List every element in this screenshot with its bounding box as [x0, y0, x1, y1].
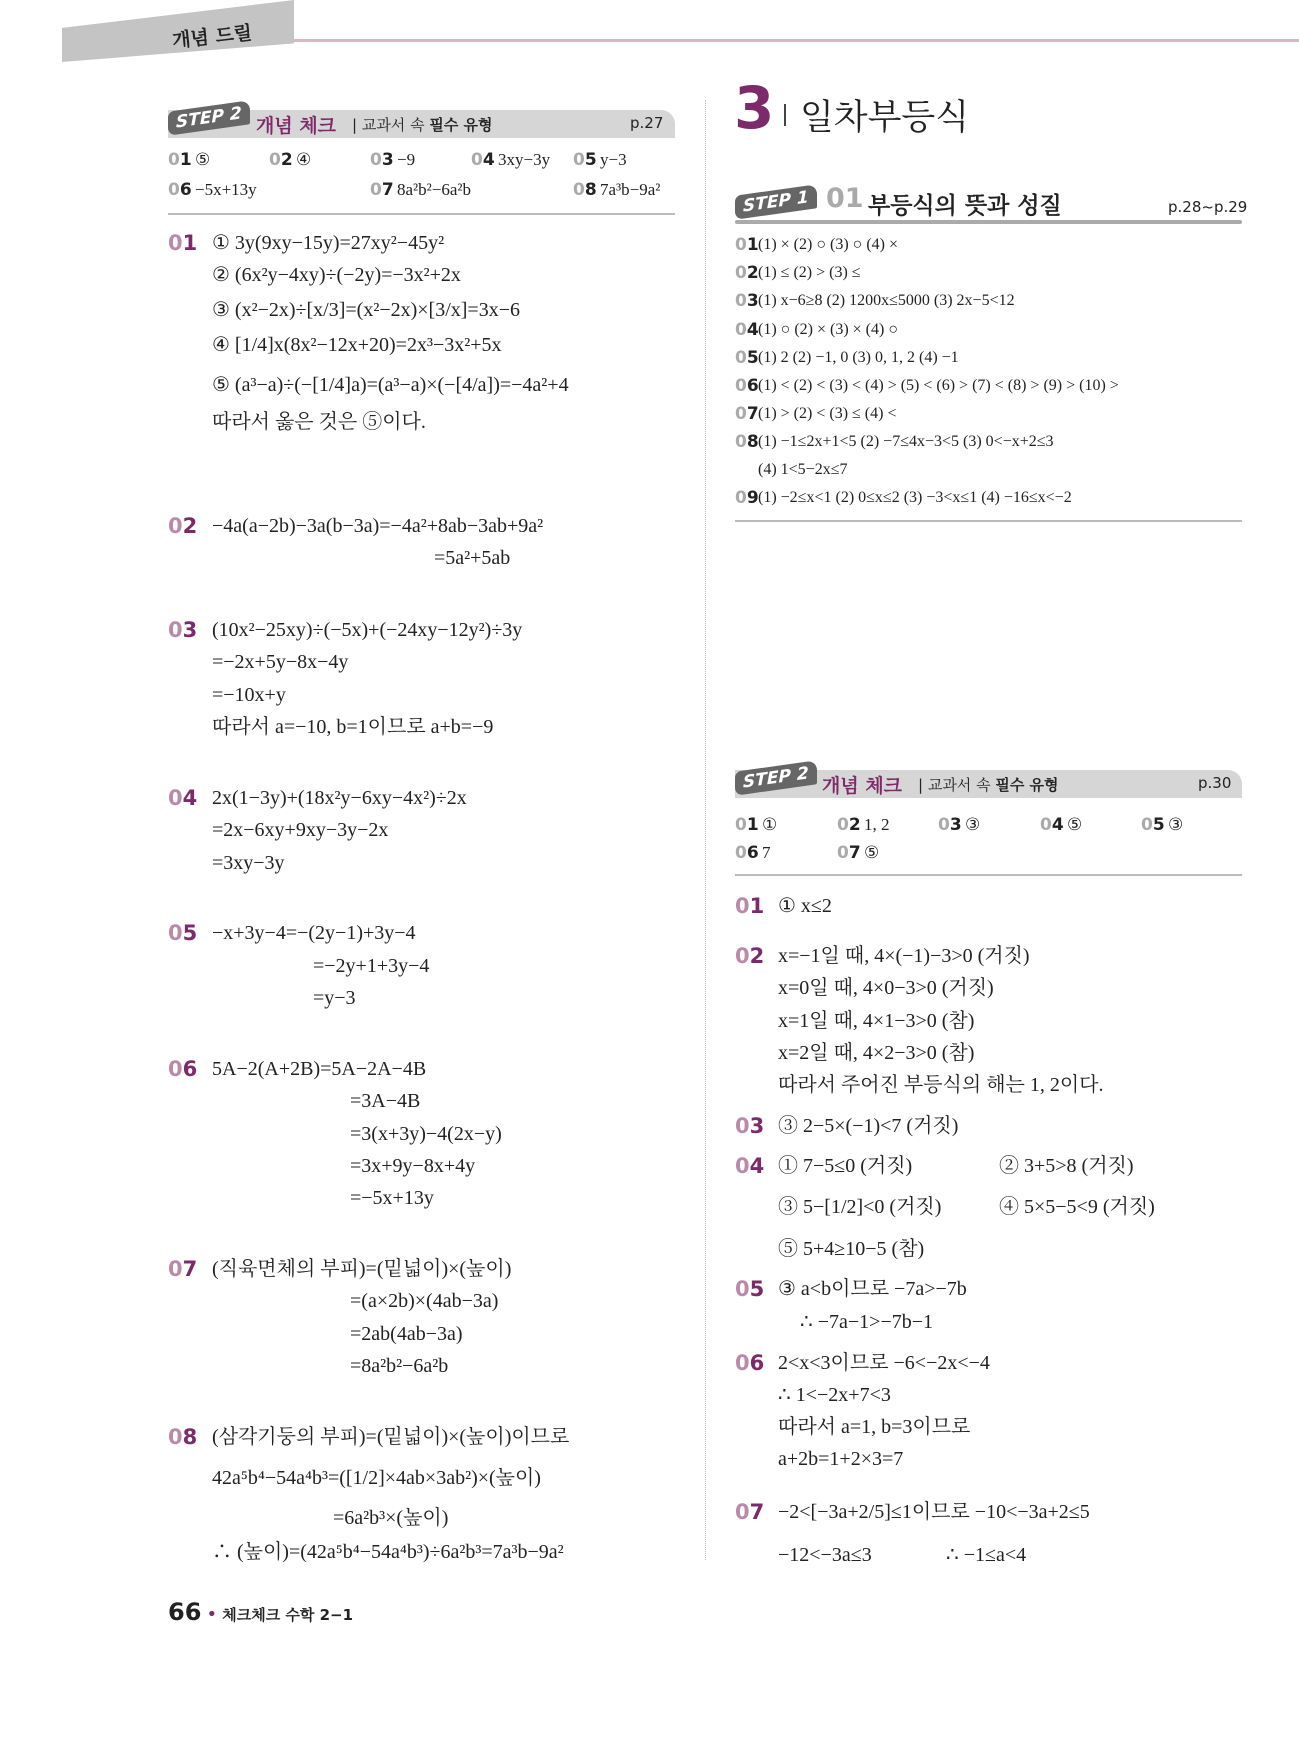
- num-digit-2: 6: [179, 180, 192, 200]
- solution-line: x=0일 때, 4×0−3>0 (거짓): [778, 977, 994, 999]
- step1-badge: STEP 1: [735, 184, 817, 219]
- solution-line: ⑤ 5+4≥10−5 (참): [778, 1238, 925, 1260]
- sub-bold: 필수 유형: [429, 116, 493, 134]
- column-divider: [705, 100, 706, 1560]
- footer-book-title: 체크체크 수학 2−1: [222, 1606, 354, 1624]
- solution-line: −2<[−3a+2/5]≤1이므로 −10<−3a+2≤5: [778, 1501, 1090, 1523]
- right-step-title: 개념 체크: [822, 775, 903, 797]
- num-digit-2: 1: [746, 815, 759, 835]
- left_answers-answer-number: [370, 150, 394, 170]
- right_answers-answer-value: ⑤: [1067, 815, 1083, 834]
- left-step-sub: | 교과서 속 필수 유형: [352, 116, 493, 134]
- solution-line: =8a²b²−6a²b: [350, 1355, 449, 1377]
- left-step-badge: STEP 2: [168, 100, 250, 135]
- num-digit-2: 3: [182, 618, 198, 642]
- left_answers-answer-value: ⑤: [195, 150, 211, 169]
- solution-line: ② 3+5>8 (거짓): [999, 1155, 1134, 1177]
- solution-line: =3A−4B: [350, 1090, 421, 1112]
- solution-line: ∴ 1<−2x+7<3: [778, 1384, 891, 1406]
- num-digit-2: 6: [746, 843, 759, 863]
- solution-line: 따라서 a=−10, b=1이므로 a+b=−9: [212, 716, 494, 738]
- num-digit-1: 0: [168, 514, 183, 538]
- num-digit-2: 2: [749, 944, 765, 968]
- num-digit-2: 2: [746, 263, 759, 283]
- solution-line: ∴ −1≤a<4: [946, 1544, 1027, 1566]
- solution-line: (삼각기둥의 부피)=(밑넓이)×(높이)이므로: [212, 1426, 570, 1448]
- num-digit-1: 0: [168, 1257, 183, 1281]
- solution-line: 따라서 a=1, b=3이므로: [778, 1416, 971, 1438]
- num-digit-2: 8: [182, 1425, 198, 1449]
- num-digit-2: 6: [749, 1351, 765, 1375]
- num-digit-2: 3: [381, 150, 394, 170]
- solution-line: =3x+9y−8x+4y: [350, 1155, 476, 1177]
- step1-answer-value: (1) × (2) ○ (3) ○ (4) ×: [758, 236, 898, 253]
- sub-plain: 교과서 속: [927, 776, 996, 794]
- solution-line: 2<x<3이므로 −6<−2x<−4: [778, 1352, 990, 1374]
- num-digit-1: 0: [735, 291, 747, 311]
- solution-line: =(a×2b)×(4ab−3a): [350, 1290, 499, 1312]
- num-digit-2: 3: [949, 815, 962, 835]
- solution-line: x=1일 때, 4×1−3>0 (참): [778, 1010, 975, 1032]
- right_problems-number: [735, 944, 764, 968]
- left-step-title: 개념 체크: [256, 115, 337, 137]
- right_problems-number: [735, 894, 764, 918]
- right_answers-answer-number: [735, 815, 759, 835]
- num-digit-1: 0: [735, 376, 747, 396]
- left_answers-answer-number: [573, 180, 597, 200]
- left_answers-answer-value: 8a²b²−6a²b: [397, 180, 471, 199]
- num-digit-1: 0: [1040, 815, 1052, 835]
- solution-line: =−2x+5y−8x−4y: [212, 651, 349, 673]
- solution-line: (10x²−25xy)÷(−5x)+(−24xy−12y²)÷3y: [212, 619, 523, 641]
- sub-bold: 필수 유형: [995, 776, 1059, 794]
- num-digit-1: 0: [168, 921, 183, 945]
- right_problems-number: [735, 1500, 764, 1524]
- step1-answer-value: (1) −1≤2x+1<5 (2) −7≤4x−3<5 (3) 0<−x+2≤3: [758, 433, 1054, 450]
- num-digit-1: 0: [735, 1351, 750, 1375]
- num-digit-2: 7: [182, 1257, 198, 1281]
- right_answers-answer-value: 7: [762, 843, 771, 862]
- num-digit-1: 0: [837, 843, 849, 863]
- footer: [168, 1598, 353, 1626]
- num-digit-1: 0: [735, 1114, 750, 1138]
- solution-line: ⑤ (a³−a)÷(−[1/4]a)=(a³−a)×(−[4/a])=−4a²+4: [212, 374, 569, 396]
- num-digit-1: 0: [735, 1500, 750, 1524]
- step1-answer-number: [735, 432, 759, 452]
- solution-line: =3(x+3y)−4(2x−y): [350, 1123, 502, 1145]
- num-digit-2: 1: [179, 150, 192, 170]
- right_answers-answer-number: [1040, 815, 1064, 835]
- num-digit-2: 2: [280, 150, 293, 170]
- right_answers-answer-value: 1, 2: [864, 815, 890, 834]
- solution-line: =−5x+13y: [350, 1187, 434, 1209]
- solution-line: =5a²+5ab: [434, 547, 511, 569]
- right_problems-number: [735, 1114, 764, 1138]
- num-digit-1: 0: [735, 944, 750, 968]
- num-digit-2: 6: [746, 376, 759, 396]
- solution-line: 2x(1−3y)+(18x²y−6xy−4x²)÷2x: [212, 787, 467, 809]
- num-digit-1: 0: [573, 180, 585, 200]
- num-digit-1: 0: [735, 894, 750, 918]
- step1-answer-number: [735, 488, 759, 508]
- right_answers-answer-value: ③: [965, 815, 981, 834]
- left_problems-number: [168, 1425, 197, 1449]
- left_problems-number: [168, 921, 197, 945]
- step1-page: p.28~p.29: [1168, 198, 1248, 216]
- solution-line: 42a⁵b⁴−54a⁴b³=([1/2]×4ab×3ab²)×(높이): [212, 1467, 541, 1489]
- num-digit-2: 4: [746, 320, 759, 340]
- num-digit-2: 6: [182, 1057, 198, 1081]
- solution-line: 따라서 주어진 부등식의 해는 1, 2이다.: [778, 1074, 1104, 1096]
- num-digit-2: 7: [749, 1500, 765, 1524]
- solution-line: 따라서 옳은 것은 ⑤이다.: [212, 411, 426, 433]
- step1-separator: [735, 520, 1242, 522]
- step1-answer-value: (1) 2 (2) −1, 0 (3) 0, 1, 2 (4) −1: [758, 349, 959, 366]
- solution-line: a+2b=1+2×3=7: [778, 1448, 904, 1470]
- solution-line: =2ab(4ab−3a): [350, 1323, 463, 1345]
- left_answers-answer-value: 7a³b−9a²: [600, 180, 661, 199]
- right-step-page: p.30: [1198, 774, 1232, 792]
- step1-answer-number: [735, 263, 759, 283]
- left_problems-number: [168, 1257, 197, 1281]
- left_answers-answer-value: 3xy−3y: [498, 150, 551, 169]
- right-step-badge: STEP 2: [735, 760, 817, 795]
- num-digit-2: 5: [584, 150, 597, 170]
- chapter-divider: [784, 104, 786, 126]
- chapter-title: 일차부등식: [800, 98, 970, 138]
- num-digit-1: 0: [370, 150, 382, 170]
- solution-line: ③ (x²−2x)÷[x/3]=(x²−2x)×[3/x]=3x−6: [212, 299, 520, 321]
- num-digit-2: 1: [746, 235, 759, 255]
- left_problems-number: [168, 1057, 197, 1081]
- num-digit-1: 0: [735, 320, 747, 340]
- left_answers-answer-value: ④: [296, 150, 312, 169]
- right_problems-number: [735, 1351, 764, 1375]
- num-digit-2: 7: [381, 180, 394, 200]
- num-digit-1: 0: [735, 1277, 750, 1301]
- right-answers-separator: [735, 874, 1242, 876]
- num-digit-1: 0: [269, 150, 281, 170]
- right_answers-answer-number: [735, 843, 759, 863]
- num-digit-2: 3: [749, 1114, 765, 1138]
- left_answers-answer-number: [573, 150, 597, 170]
- num-digit-1: 0: [168, 786, 183, 810]
- num-digit-2: 7: [848, 843, 861, 863]
- right_answers-answer-value: ⑤: [864, 843, 880, 862]
- num-digit-1: 0: [735, 488, 747, 508]
- num-digit-1: 0: [735, 1154, 750, 1178]
- step1-answer-value: (1) < (2) < (3) < (4) > (5) < (6) > (7) < (8) > (9) > (10) >: [758, 377, 1119, 394]
- header-rule: [293, 39, 1299, 42]
- num-digit-2: 5: [746, 348, 759, 368]
- num-digit-1: 0: [370, 180, 382, 200]
- num-digit-1: 0: [837, 815, 849, 835]
- sub-plain: 교과서 속: [361, 116, 430, 134]
- left_answers-answer-number: [471, 150, 495, 170]
- step1-answer-number: [735, 320, 759, 340]
- left_answers-answer-number: [370, 180, 394, 200]
- left_problems-number: [168, 231, 197, 255]
- solution-line: x=−1일 때, 4×(−1)−3>0 (거짓): [778, 945, 1030, 967]
- num-digit-2: 1: [749, 894, 765, 918]
- left_problems-number: [168, 618, 197, 642]
- left-answers-separator: [168, 213, 675, 215]
- left_answers-answer-number: [168, 180, 192, 200]
- num-digit-2: 9: [746, 488, 759, 508]
- num-digit-2: 7: [746, 404, 759, 424]
- solution-line: (직육면체의 부피)=(밑넓이)×(높이): [212, 1258, 512, 1280]
- footer-bullet: •: [206, 1604, 218, 1625]
- solution-line: −4a(a−2b)−3a(b−3a)=−4a²+8ab−3ab+9a²: [212, 515, 544, 537]
- num-digit-1: 0: [168, 618, 183, 642]
- solution-line: =6a²b³×(높이): [333, 1507, 449, 1529]
- step1-answer-number: [735, 291, 759, 311]
- num-digit-2: 1: [182, 231, 198, 255]
- num-digit-1: 0: [735, 404, 747, 424]
- solution-line: ① x≤2: [778, 895, 832, 917]
- right_problems-number: [735, 1154, 764, 1178]
- num-digit-1: 0: [735, 235, 747, 255]
- step1-answer-number: [735, 235, 759, 255]
- chapter-number: 3: [734, 74, 775, 142]
- solution-line: ② (6x²y−4xy)÷(−2y)=−3x²+2x: [212, 264, 461, 286]
- num-digit-1: 0: [168, 150, 180, 170]
- solution-line: =3xy−3y: [212, 852, 285, 874]
- num-digit-1: 0: [735, 815, 747, 835]
- num-digit-1: 0: [735, 432, 747, 452]
- left_answers-answer-value: −5x+13y: [195, 180, 257, 199]
- num-digit-1: 0: [938, 815, 950, 835]
- solution-line: =y−3: [313, 987, 356, 1009]
- step1-answer-number: [735, 376, 759, 396]
- right_answers-answer-number: [1141, 815, 1165, 835]
- left_answers-answer-number: [168, 150, 192, 170]
- num-digit-1: 0: [1141, 815, 1153, 835]
- solution-line: ① 7−5≤0 (거짓): [778, 1155, 913, 1177]
- solution-line: ③ 5−[1/2]<0 (거짓): [778, 1196, 942, 1218]
- step1-answer-value: (1) ○ (2) × (3) × (4) ○: [758, 321, 898, 338]
- num-digit-2: 5: [182, 921, 198, 945]
- num-digit-1: 0: [168, 1057, 183, 1081]
- solution-line: 5A−2(A+2B)=5A−2A−4B: [212, 1058, 427, 1080]
- banner-label: 개념 드릴: [171, 21, 254, 53]
- num-digit-2: 2: [182, 514, 198, 538]
- step1-answer-continuation: (4) 1<5−2x≤7: [758, 461, 848, 478]
- num-digit-2: 4: [749, 1154, 765, 1178]
- solution-line: =2x−6xy+9xy−3y−2x: [212, 819, 389, 841]
- left_problems-number: [168, 786, 197, 810]
- right-step-sub: | 교과서 속 필수 유형: [918, 776, 1059, 794]
- solution-line: ④ 5×5−5<9 (거짓): [999, 1196, 1155, 1218]
- footer-page-number: 66: [168, 1598, 202, 1626]
- solution-line: x=2일 때, 4×2−3>0 (참): [778, 1042, 975, 1064]
- left_answers-answer-number: [269, 150, 293, 170]
- num-digit-2: 3: [746, 291, 759, 311]
- step1-answer-value: (1) x−6≥8 (2) 1200x≤5000 (3) 2x−5<12: [758, 292, 1015, 309]
- num-digit-1: 0: [168, 180, 180, 200]
- num-digit-1: 0: [168, 1425, 183, 1449]
- step1-answer-value: (1) > (2) < (3) ≤ (4) <: [758, 405, 897, 422]
- num-digit-1: 0: [735, 263, 747, 283]
- num-digit-1: 0: [168, 231, 183, 255]
- left_answers-answer-value: −9: [397, 150, 416, 169]
- num-digit-1: 0: [735, 348, 747, 368]
- step1-answer-value: (1) ≤ (2) > (3) ≤: [758, 264, 861, 281]
- step1-answer-number: [735, 348, 759, 368]
- num-digit-1: 0: [471, 150, 483, 170]
- num-digit-2: 2: [848, 815, 861, 835]
- left_answers-answer-value: y−3: [600, 150, 627, 169]
- step1-title: 부등식의 뜻과 성질: [868, 193, 1062, 219]
- right_answers-answer-value: ③: [1168, 815, 1184, 834]
- solution-line: ① 3y(9xy−15y)=27xy²−45y²: [212, 232, 445, 254]
- solution-line: ∴ (높이)=(42a⁵b⁴−54a⁴b³)÷6a²b³=7a³b−9a²: [212, 1541, 564, 1563]
- step1-num: 01: [826, 183, 864, 214]
- num-digit-2: 4: [1051, 815, 1064, 835]
- num-digit-2: 8: [584, 180, 597, 200]
- right_problems-number: [735, 1277, 764, 1301]
- solution-line: =−10x+y: [212, 684, 286, 706]
- step1-answer-value: (1) −2≤x<1 (2) 0≤x≤2 (3) −3<x≤1 (4) −16≤x<−2: [758, 489, 1072, 506]
- solution-line: ∴ −7a−1>−7b−1: [800, 1311, 933, 1333]
- solution-line: −12<−3a≤3: [778, 1544, 872, 1566]
- num-digit-2: 5: [1152, 815, 1165, 835]
- solution-line: =−2y+1+3y−4: [313, 955, 430, 977]
- left_problems-number: [168, 514, 197, 538]
- num-digit-2: 8: [746, 432, 759, 452]
- right_answers-answer-number: [837, 843, 861, 863]
- step1-number: [826, 183, 864, 214]
- solution-line: ③ a<b이므로 −7a>−7b: [778, 1278, 967, 1300]
- num-digit-2: 4: [182, 786, 198, 810]
- right_answers-answer-number: [938, 815, 962, 835]
- step1-answer-number: [735, 404, 759, 424]
- left-step-page: p.27: [630, 114, 664, 132]
- num-digit-1: 0: [735, 843, 747, 863]
- solution-line: ③ 2−5×(−1)<7 (거짓): [778, 1115, 959, 1137]
- solution-line: ④ [1/4]x(8x²−12x+20)=2x³−3x²+5x: [212, 334, 502, 356]
- num-digit-1: 0: [573, 150, 585, 170]
- num-digit-2: 4: [482, 150, 495, 170]
- right_answers-answer-number: [837, 815, 861, 835]
- right_answers-answer-value: ①: [762, 815, 778, 834]
- num-digit-2: 5: [749, 1277, 765, 1301]
- step1-underline: [735, 220, 1242, 224]
- solution-line: −x+3y−4=−(2y−1)+3y−4: [212, 922, 416, 944]
